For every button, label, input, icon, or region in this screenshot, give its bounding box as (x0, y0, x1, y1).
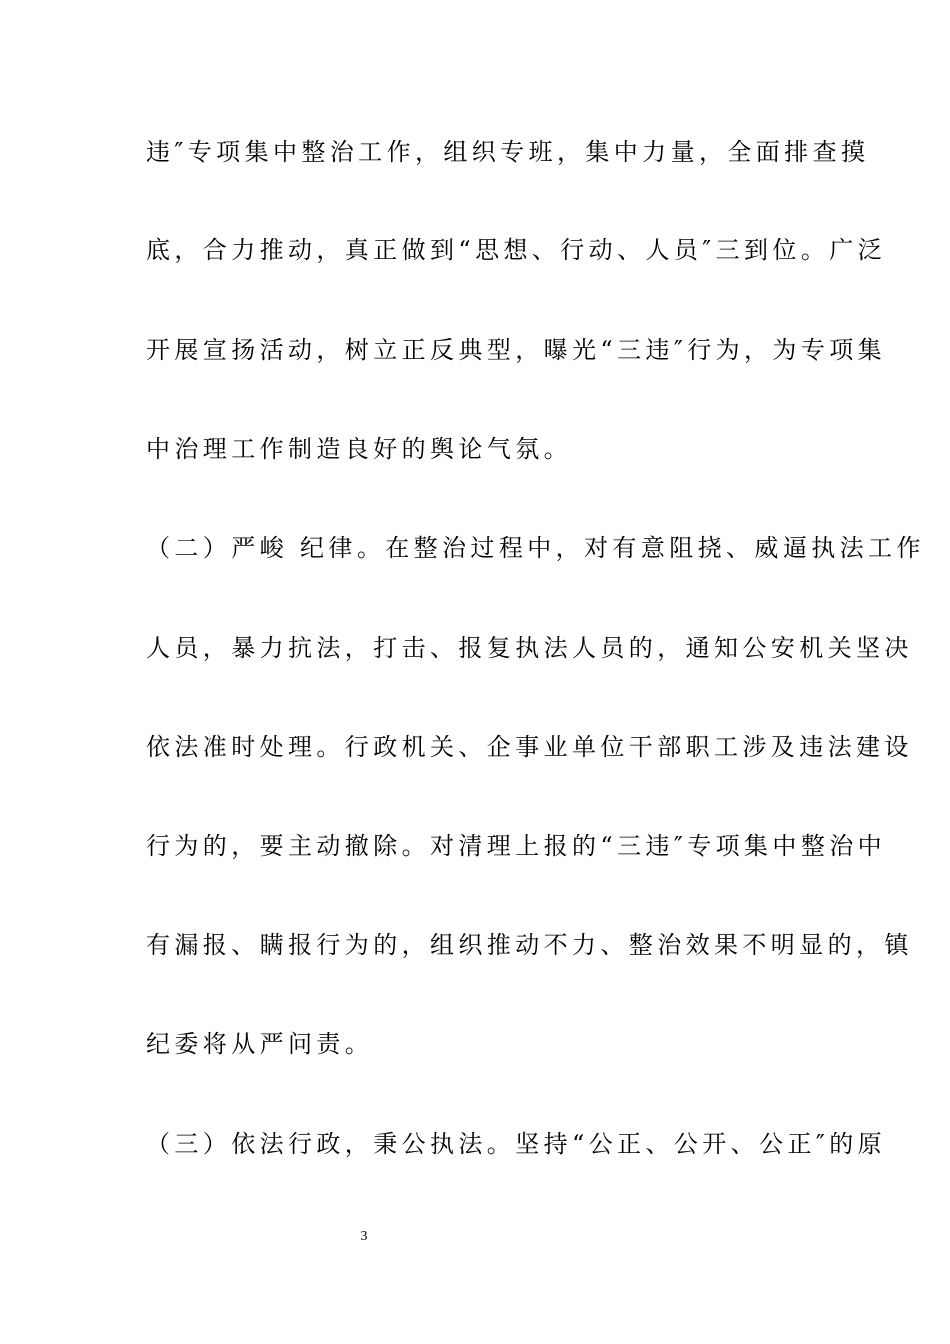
text-line-1: 违″专项集中整治工作，组织专班，集中力量，全面排查摸 (146, 138, 870, 166)
text-line-6: 人员，暴力抗法，打击、报复执法人员的，通知公安机关坚决 (146, 634, 913, 662)
section-heading-2-line: （二）严峻 纪律。在整治过程中，对有意阻挠、威逼执法工作 (146, 534, 925, 562)
text-line-9: 有漏报、瞒报行为的，组织推动不力、整治效果不明显的，镇 (146, 931, 913, 959)
text-line-3: 开展宣扬活动，树立正反典型，曝光“三违″行为，为专项集 (146, 336, 887, 364)
text-line-2: 底，合力推动，真正做到“思想、行动、人员″三到位。广泛 (146, 236, 887, 264)
section-heading-3-line: （三）依法行政，秉公执法。坚持“公正、公开、公正″的原 (146, 1130, 887, 1158)
text-line-8: 行为的，要主动撤除。对清理上报的“三违″专项集中整治中 (146, 832, 887, 860)
text-line-7: 依法准时处理。行政机关、企事业单位干部职工涉及违法建设 (146, 733, 913, 761)
page-number: 3 (360, 1229, 368, 1244)
text-line-4: 中治理工作制造良好的舆论气氛。 (146, 435, 572, 463)
text-line-10: 纪委将从严问责。 (146, 1030, 374, 1058)
